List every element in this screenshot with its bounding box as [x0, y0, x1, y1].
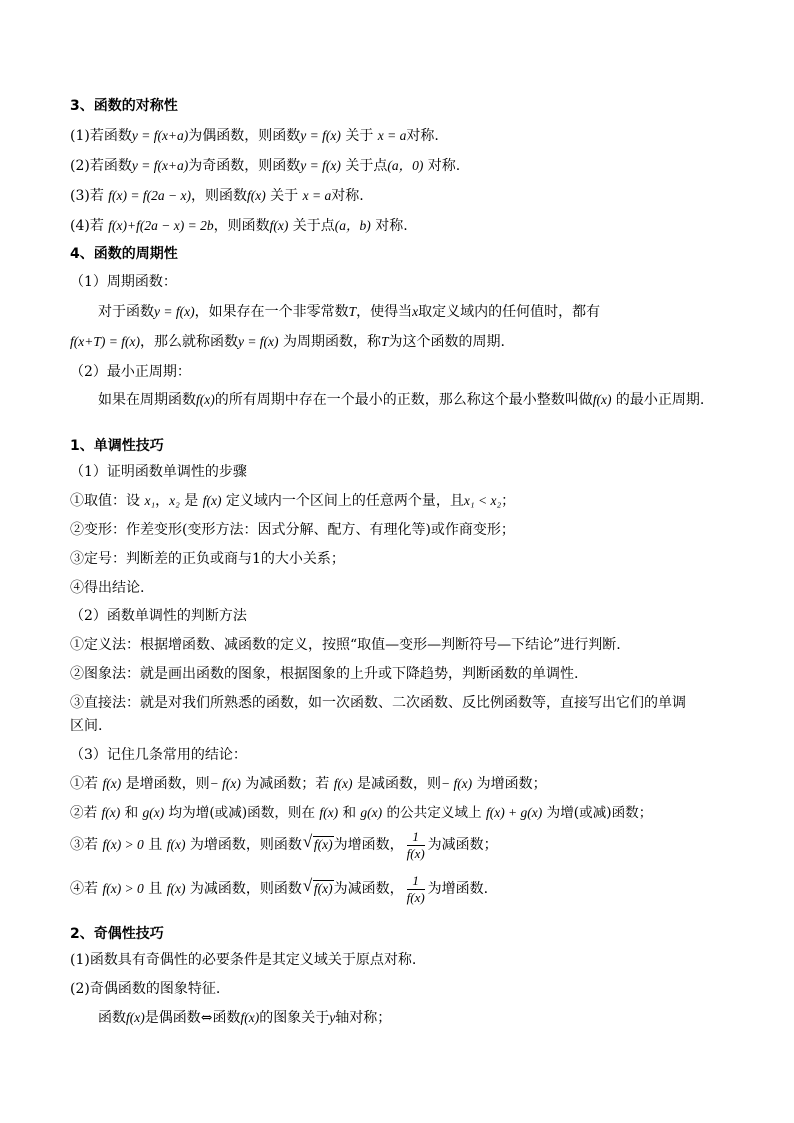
mono-step-3: ③定号：判断差的正负或商与1的大小关系； — [70, 551, 345, 567]
mono-step-1: ①取值：设 x₁，x₂ 是 f(x) 定义域内一个区间上的任意两个量，且x₁ < x₂； — [70, 493, 516, 509]
parity-line-2: (2)奇偶函数的图象特征. — [70, 981, 221, 997]
mono-step-4: ④得出结论. — [70, 580, 145, 596]
mono-conclusion-3: ③若 f(x) > 0 且 f(x) 为增函数，则函数√ f(x)为增函数， $\frac{1}{f(x)}$ 为减函数； — [70, 828, 754, 862]
mono-step-2: ②变形：作差变形(变形方法：因式分解、配方、有理化等)或作商变形； — [70, 522, 515, 538]
mono-judge-3: ③直接法：就是对我们所熟悉的函数，如一次函数、二次函数、反比例函数等，直接写出它们的单调 — [70, 695, 686, 711]
symmetry-item-1: (1)若函数y = f(x+a)为偶函数，则函数y = f(x) 关于 x = a对称. — [70, 128, 439, 144]
mono-subheading-2: （2）函数单调性的判断方法 — [70, 608, 247, 624]
fraction-expression: $\frac{1}{f(x)}$ — [406, 828, 425, 861]
period-subheading-2: （2）最小正周期： — [70, 364, 191, 380]
section-title-parity: 2、奇偶性技巧 — [70, 926, 164, 942]
mono-judge-2: ②图象法：就是画出函数的图象，根据图象的上升或下降趋势，判断函数的单调性. — [70, 666, 579, 682]
parity-line-3: 函数f(x)是偶函数⇔函数f(x)的图象关于y轴对称； — [98, 1010, 392, 1026]
period-line-1: 对于函数y = f(x)，如果存在一个非零常数T，使得当x取定义域内的任何值时，都有 — [98, 304, 601, 320]
mono-conclusion-4: ④若 f(x) > 0 且 f(x) 为减函数，则函数√ f(x)为减函数， $\frac{1}{f(x)}$ 为增函数. — [70, 872, 754, 906]
mono-conclusion-1: ①若 f(x) 是增函数，则− f(x) 为减函数；若 f(x) 是减函数，则− f(x) 为增函数； — [70, 776, 547, 792]
symmetry-item-3: (3)若 f(x) = f(2a − x)，则函数f(x) 关于 x = a对称. — [70, 188, 364, 204]
parity-line-1: (1)函数具有奇偶性的必要条件是其定义域关于原点对称. — [70, 952, 417, 968]
period-line-2: f(x+T) = f(x)，那么就称函数y = f(x) 为周期函数，称T为这个函数的周期. — [70, 334, 505, 350]
mono-subheading-3: （3）记住几条常用的结论： — [70, 747, 247, 763]
mono-conclusion-2: ②若 f(x) 和 g(x) 均为增(或减)函数，则在 f(x) 和 g(x) 的公共定义域上 f(x) + g(x) 为增(或减)函数； — [70, 805, 653, 821]
fraction-expression: $\frac{1}{f(x)}$ — [406, 872, 425, 905]
symmetry-item-2: (2)若函数y = f(x+a)为奇函数，则函数y = f(x) 关于点(a，0) 对称. — [70, 158, 461, 174]
period-subheading-1: （1）周期函数： — [70, 274, 177, 290]
mono-judge-3-cont: 区间. — [70, 718, 103, 734]
symmetry-item-4: (4)若 f(x)+f(2a − x) = 2b，则函数f(x) 关于点(a，b) 对称. — [70, 218, 408, 234]
section-title-period: 4、函数的周期性 — [70, 246, 178, 262]
mono-subheading-1: （1）证明函数单调性的步骤 — [70, 464, 247, 480]
sqrt-expression: √ f(x) — [304, 828, 334, 862]
sqrt-expression: √ f(x) — [304, 872, 334, 906]
mono-judge-1: ①定义法：根据增函数、减函数的定义，按照“取值—变形—判断符号—下结论”进行判断. — [70, 637, 621, 653]
period-line-3: 如果在周期函数f(x)的所有周期中存在一个最小的正数，那么称这个最小整数叫做f(x) 的最小正周期. — [98, 392, 705, 408]
section-title-monotonicity: 1、单调性技巧 — [70, 438, 164, 454]
section-title-symmetry: 3、函数的对称性 — [70, 98, 178, 114]
